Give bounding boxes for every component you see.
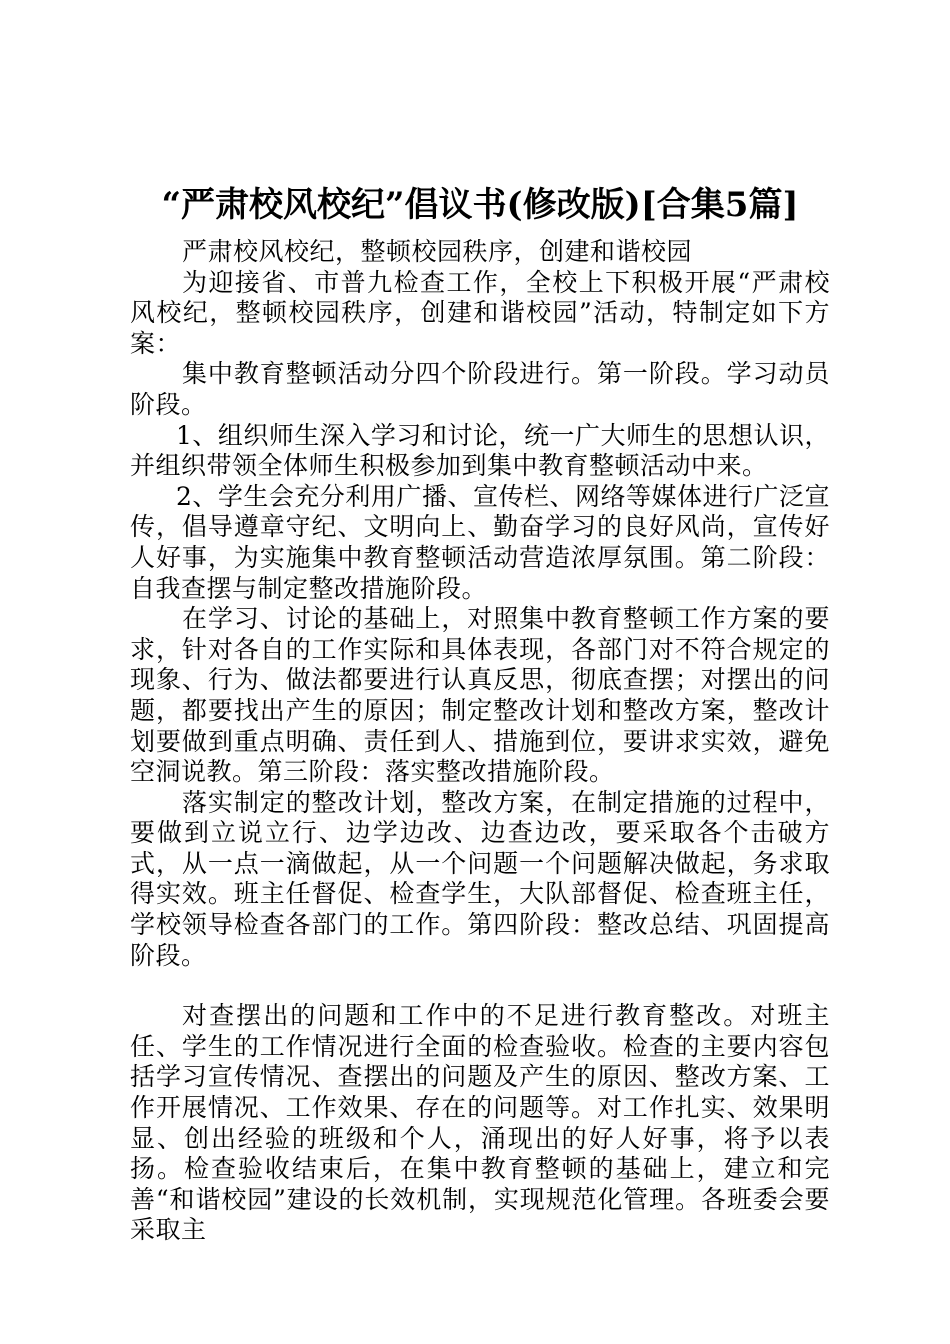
paragraph: 为迎接省、市普九检查工作，全校上下积极开展“严肃校风校纪，整顿校园秩序，创建和谐校园”活动，特制定如下方案： <box>130 267 830 358</box>
paragraph: 落实制定的整改计划，整改方案，在制定措施的过程中，要做到立说立行、边学边改、边查边改，要采取各个击破方式，从一点一滴做起，从一个问题一个问题解决做起，务求取得实效。班主任督促、检查学生，大队部督促、检查班主任，学校领导检查各部门的工作。第四阶段：整改总结、巩固提高阶段。 <box>130 787 830 970</box>
document-body <box>130 237 830 1246</box>
paragraph: 在学习、讨论的基础上，对照集中教育整顿工作方案的要求，针对各自的工作实际和具体表现，各部门对不符合规定的现象、行为、做法都要进行认真反思，彻底查摆；对摆出的问题，都要找出产生的原因；制定整改计划和整改方案，整改计划要做到重点明确、责任到人、措施到位，要讲求实效，避免空洞说教。第三阶段：落实整改措施阶段。 <box>130 604 830 787</box>
paragraph: 集中教育整顿活动分四个阶段进行。第一阶段。学习动员阶段。 <box>130 359 830 419</box>
paragraph: 2、学生会充分利用广播、宣传栏、网络等媒体进行广泛宣传，倡导遵章守纪、文明向上、勤奋学习的良好风尚，宣传好人好事，为实施集中教育整顿活动营造浓厚氛围。第二阶段：自我查摆与制定整改措施阶段。 <box>130 481 830 603</box>
document-title: “严肃校风校纪”倡议书(修改版)[合集5篇] <box>161 185 799 225</box>
paragraph: 对查摆出的问题和工作中的不足进行教育整改。对班主任、学生的工作情况进行全面的检查验收。检查的主要内容包括学习宣传情况、查摆出的问题及产生的原因、整改方案、工作开展情况、工作效果、存在的问题等。对工作扎实、效果明显、创出经验的班级和个人，涌现出的好人好事，将予以表扬。检查验收结束后，在集中教育整顿的基础上，建立和完善“和谐校园”建设的长效机制，实现规范化管理。各班委会要采取主 <box>130 1001 830 1245</box>
paragraph-subtitle: 严肃校风校纪，整顿校园秩序，创建和谐校园 <box>182 237 693 266</box>
paragraph: 1、组织师生深入学习和讨论，统一广大师生的思想认识，并组织带领全体师生积极参加到集中教育整顿活动中来。 <box>130 420 830 481</box>
